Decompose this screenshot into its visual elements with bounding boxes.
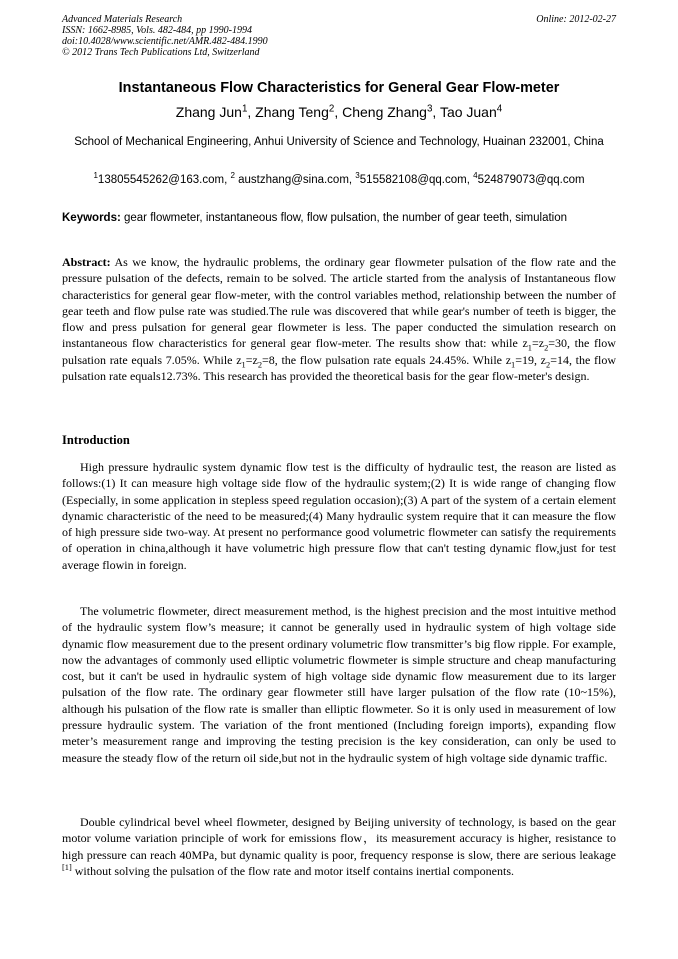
author-name: Cheng Zhang: [342, 104, 427, 120]
abstract-text: =19, z: [515, 352, 547, 367]
keywords-text: gear flowmeter, instantaneous flow, flow pulsation, the number of gear teeth, simulation: [124, 212, 568, 224]
subscript: 2: [544, 343, 549, 353]
paper-title: Instantaneous Flow Characteristics for General Gear Flow-meter: [118, 80, 560, 96]
subscript: 1: [241, 360, 246, 370]
doi-line[interactable]: doi:10.4028/www.scientific.net/AMR.482-484.1990: [62, 36, 268, 47]
subscript: 1: [511, 360, 516, 370]
author-sup: 2: [328, 103, 335, 115]
abstract: [62, 254, 616, 384]
affiliation: School of Mechanical Engineering, Anhui University of Science and Technology, Huainan 232001, China: [74, 136, 604, 148]
keywords-label: Keywords:: [62, 212, 121, 224]
email-address[interactable]: austzhang@sina.com: [238, 174, 349, 186]
email-sup: 3: [355, 171, 360, 181]
keywords: [62, 212, 622, 224]
subscript: 1: [527, 343, 532, 353]
author-list: Zhang Jun$^1$, Zhang Teng$^2$, Cheng Zhang$^3$, Tao Juan$^4$: [175, 103, 503, 120]
paragraph-text: Double cylindrical bevel wheel flowmeter, designed by Beijing university of technology, is based on the gear motor volume variation principle of work for emissions flow，its measurement accuracy is higher, resistance to high pressure can reach 40MPa, but dynamic quality is poor, frequency response is slow, there are serious leakage: [62, 815, 616, 862]
subscript: 2: [546, 360, 551, 370]
author-name: Zhang Jun: [175, 104, 242, 120]
paragraph: [62, 814, 616, 879]
author-sup: 3: [426, 103, 433, 115]
paragraph: The volumetric flowmeter, direct measurement method, is the highest precision and the most intuitive method of the hydraulic system flow’s measure; it cannot be generally used in hydraulic system of high voltage side dynamic flow measurement due to the present ordinary volumetric flow transmitter’s big flow ripple. For example, now the advantages of commonly used elliptic volumetric flowmeter is simple structure and cheap manufacturing cost, but it can't be used in hydraulic system of high voltage side dynamic flow measurement due to its larger pulsation of the flow rate. The ordinary gear flowmeter still have larger pulsation of the flow rate (10~15%), although his pulsation of the flow rate is smaller than elliptic flowmeter. So it is only used in measurement of low pressure hydraulic system. The variation of the front mentioned (Including foreign imports), expanding flow meter’s measurement range and improving the testing precision is the key consideration, can only be used to measure the steady flow of the return oil side,but not in the hydraulic system of high voltage side dynamic traffic.: [62, 604, 616, 765]
abstract-text: As we know, the hydraulic problems, the ordinary gear flowmeter pulsation of the flow rate and the pressure pulsation of the defects, remain to be solved. The article started from the analysis of Instantaneous flow characteristics for general gear flow-meter, with the control variables method, relationship between the number of gear teeth and flow pulse rate was studied.The rule was discovered that while gear's number of teeth is bigger, the flow and press pulsation for general gear flowmeter is less. The paper conducted the simulation research on instantaneous flow characteristics for general gear flow-meter. The results show that: while z: [62, 255, 616, 351]
author-name: Zhang Teng: [255, 104, 329, 120]
abstract-label: Abstract:: [62, 255, 111, 269]
citation-ref[interactable]: [1]: [62, 862, 72, 872]
email-address[interactable]: 13805545262@163.com: [97, 174, 225, 186]
journal-header: [62, 14, 268, 58]
author-sup: 4: [496, 103, 503, 115]
email-sup: 2: [230, 171, 235, 181]
abstract-text: =8, the flow pulsation rate equals 24.45%. While z: [262, 352, 512, 367]
equation-text: =z: [531, 336, 545, 351]
online-date: Online: 2012-02-27: [536, 14, 616, 25]
section-heading: Introduction: [62, 433, 130, 447]
email-address[interactable]: 515582108@qq.com: [359, 174, 467, 186]
copyright-line: © 2012 Trans Tech Publications Ltd, Switzerland: [62, 47, 260, 58]
email-sup: 1: [93, 171, 98, 181]
email-list: $^1$13805545262@163.com, $^2$ austzhang@sina.com, $^3$515582108@qq.com, $^4$524879073@qq.com: [93, 171, 585, 186]
email-address[interactable]: 524879073@qq.com: [477, 174, 585, 186]
paragraph: High pressure hydraulic system dynamic flow test is the difficulty of hydraulic test, the reason are listed as follows:(1) It can measure high voltage side flow of the hydraulic system;(2) It is wide range of changing flow (Especially, in some application in stepless speed regulation occasion);(3) A part of the system of a certain element dynamic characteristic of the need to be measured;(4) Many hydraulic system require that it can measure the flow of high pressure side two-way. At present no performance good volumetric flowmeter can satisfy the requirements of operation in china,although it have volumetric high pressure flow that can't testing dynamic flow,just for test average flowin in foreign.: [62, 460, 616, 572]
paragraph-text: without solving the pulsation of the flow rate and motor itself contains inertial components.: [71, 863, 515, 878]
issn-line: ISSN: 1662-8985, Vols. 482-484, pp 1990-1994: [62, 25, 252, 36]
author-sup: 1: [241, 103, 248, 115]
subscript: 2: [257, 360, 262, 370]
journal-name: Advanced Materials Research: [62, 14, 183, 25]
abstract-text: =30, the flow pulsation rate equals 7.05%. While z: [62, 336, 616, 367]
equation-text: =z: [245, 352, 258, 367]
email-sup: 4: [473, 171, 478, 181]
author-name: Tao Juan: [439, 104, 497, 120]
abstract-text: =14, the flow pulsation rate equals12.73%. This research has provided the theoretical basis for the gear flow-meter's design.: [62, 352, 617, 384]
